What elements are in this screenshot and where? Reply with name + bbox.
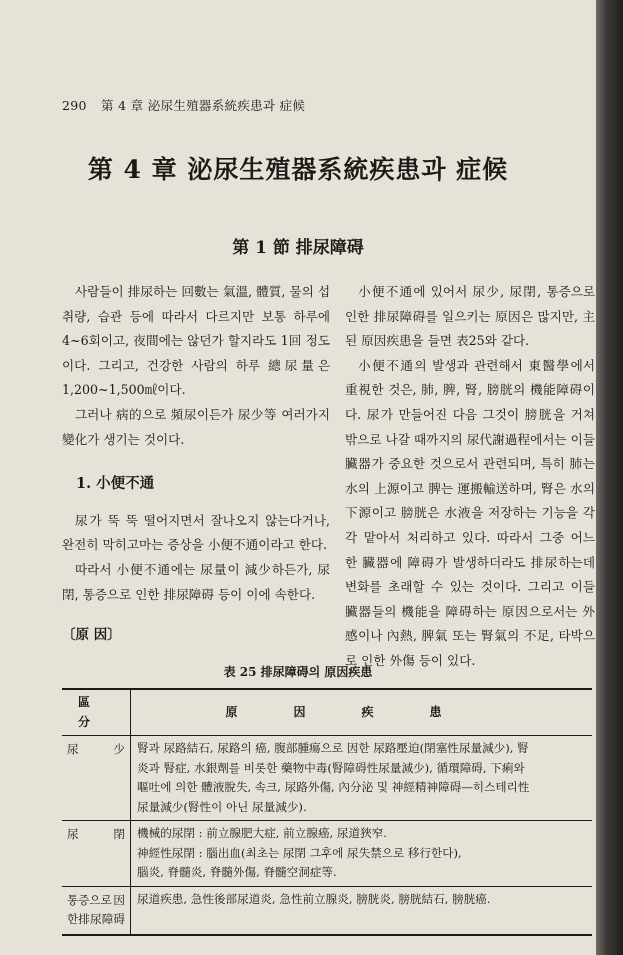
row-description — [131, 886, 593, 935]
description-line: 尿道疾患, 急性後部尿道炎, 急性前立腺炎, 膀胱炎, 膀胱結石, 膀胱癌. — [137, 891, 491, 906]
header-category: 區分 — [62, 689, 131, 736]
description-line: 機械的尿閉 : 前立腺肥大症, 前立腺癌, 尿道狹窄. — [137, 826, 387, 840]
description-line: 腦炎, 脊髓炎, 脊髓外傷, 脊髓空洞症等. — [137, 865, 337, 879]
section-title: 第 1 節 排尿障碍 — [232, 238, 364, 258]
description-line: 嘔吐에 의한 體液脫失, 속크, 尿路外傷, 內分泌 및 神經精神障碍—히스테리性 — [137, 780, 530, 794]
intro-paragraph: 그러나 病的으로 頻尿이든가 尿少等 여러가지 變化가 생기는 것이다. — [62, 406, 330, 447]
page-number: 290 — [62, 98, 87, 113]
body-paragraph: 小便不通에 있어서 尿少, 尿閉, 통증으로 인한 排尿障碍를 일으키는 原因은 많지만, 主된 原因疾患을 들면 表25와 같다. — [345, 284, 595, 349]
body-paragraph: 小便不通의 발생과 관련해서 東醫學에서 重視한 것은, 肺, 脾, 腎, 膀胱의 機能障碍이다. 尿가 만들어진 다음 그것이 膀胱을 거쳐 밖으로 나갈 때까지의 尿代謝過程에서는 이들 臟器가 중요한 것으로서 관련되며, 특히 肺는 水의 上源이고 脾는 運搬輸送하며, 腎은 水의 下源이고 膀胱은 水液을 저장하는 기능을 각각 맡아서 처리하고 있다. 따라서 그중 어느 한 臟器에 障碍가 발생하더라도 排尿하는데 변화를 초래할 수 있는 것이다. 그리고 이들 臟器들의 機能을 障碍하는 原因으로서는 外感이나 內熱, 脾氣 또는 腎氣의 不足, 타박으로 인한 外傷 등이 있다. — [345, 357, 595, 668]
description-line: 炎과 腎症, 水銀劑를 비롯한 藥物中毒(腎障碍性尿量減少), 循環障碍, 下痢와 — [137, 760, 525, 775]
causes-table — [62, 688, 592, 936]
description-line: 腎과 尿路結石, 尿路의 癌, 腹部腫瘍으로 因한 尿路壓迫(閉塞性尿量減少), 腎 — [137, 741, 529, 755]
header-causes: 原因疾患 — [131, 689, 593, 736]
table-row — [62, 886, 592, 935]
body-paragraph: 尿가 뚝 뚝 떨어지면서 잘나오지 않는다거나, 완전히 막히고마는 증상을 小便不通이라고 한다. — [62, 512, 330, 553]
description-line: 神經性尿閉 : 腦出血(최초는 尿閉 그후에 尿失禁으로 移行한다), — [137, 845, 462, 860]
page-edge-shadow — [596, 0, 623, 955]
description-line: 尿量減少(腎性이 아닌 尿量減少). — [137, 799, 307, 814]
row-description — [131, 821, 593, 887]
table-row — [62, 736, 592, 821]
row-description — [131, 736, 593, 821]
table-caption: 表 25 排尿障碍의 原因疾患 — [223, 665, 373, 679]
table-header-row — [62, 689, 592, 736]
row-category: 尿 少 — [62, 736, 131, 821]
subheading: 1. 小便不通 — [76, 475, 155, 493]
intro-paragraph: 사람들이 排尿하는 回數는 氣溫, 體質, 물의 섭취량, 습관 등에 따라서 다르지만 보통 하루에 4~6회이고, 夜間에는 않던가 할지라도 1回 정도이다. 그리고, 건강한 사람의 하루 總尿量은 1,200~1,500㎖이다. — [62, 284, 330, 398]
right-column — [345, 280, 595, 674]
row-category: 통증으로因한排尿障碍 — [62, 886, 131, 935]
chapter-title: 第 4 章 泌尿生殖器系統疾患과 症候 — [87, 155, 509, 184]
running-head-text: 第 4 章 泌尿生殖器系統疾患과 症候 — [101, 98, 306, 113]
row-category: 尿 閉 — [62, 821, 131, 887]
left-column — [62, 280, 330, 607]
body-paragraph: 따라서 小便不通에는 尿量이 減少하든가, 尿閉, 통증으로 인한 排尿障碍 등이 이에 속한다. — [62, 561, 330, 602]
cause-label: 〔原 因〕 — [62, 627, 121, 643]
table-row — [62, 821, 592, 887]
running-head — [62, 96, 305, 114]
